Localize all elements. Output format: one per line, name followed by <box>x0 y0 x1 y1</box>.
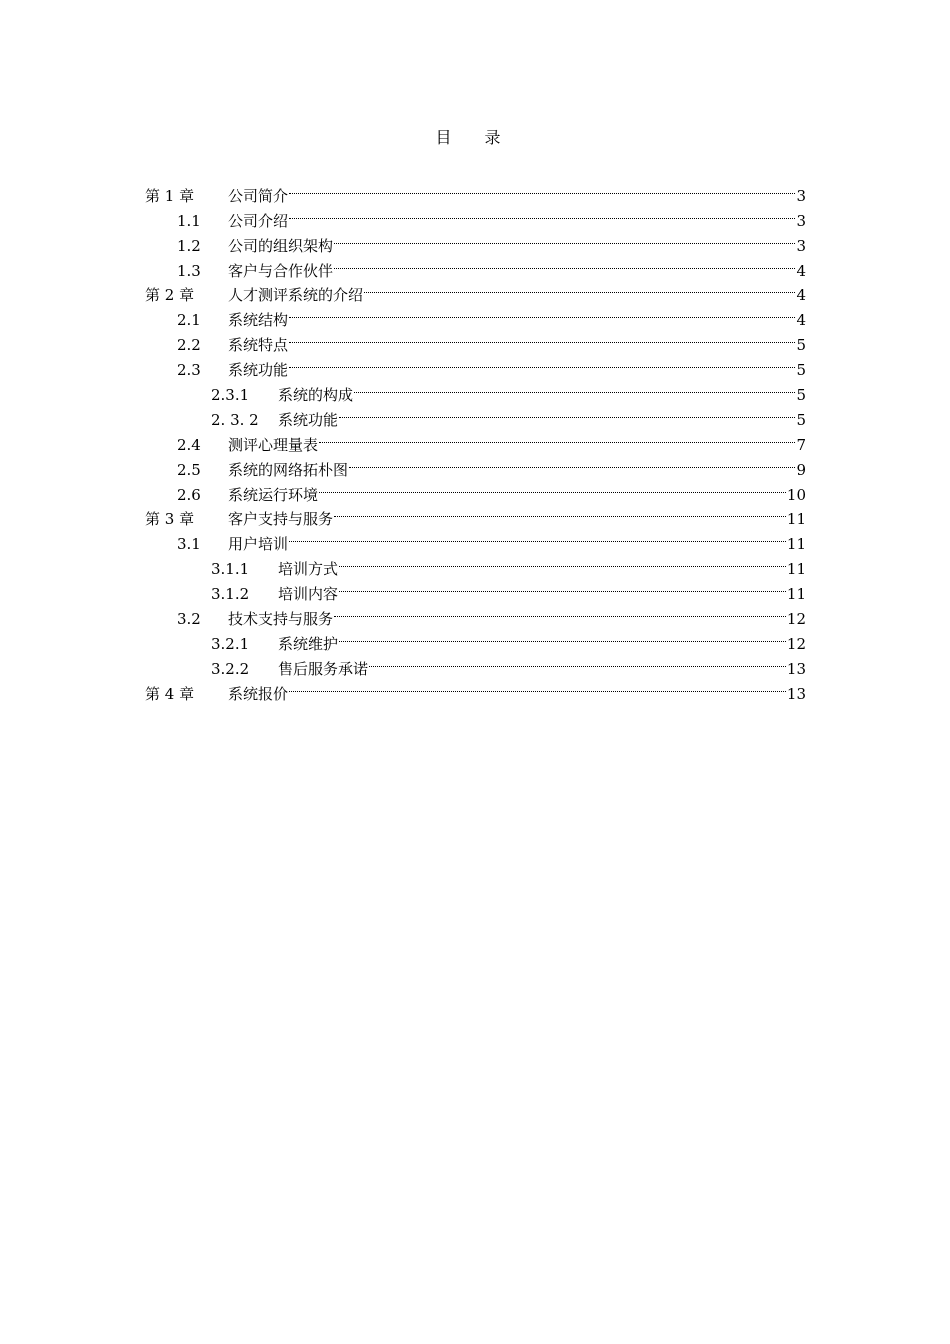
toc-entry-page-number: 11 <box>786 560 806 579</box>
toc-entry-page-number: 10 <box>786 485 806 504</box>
toc-entry-page-number: 12 <box>786 634 806 653</box>
toc-entry-page-number: 3 <box>796 211 806 230</box>
toc-entry-page-number: 5 <box>796 361 806 380</box>
toc-entry-label: 用户培训 <box>228 535 289 554</box>
toc-entry-number: 2.4 <box>177 435 201 454</box>
toc-dot-leader <box>334 500 786 525</box>
toc-entry-label: 系统运行环境 <box>228 485 319 504</box>
toc-entry-number: 1.3 <box>177 261 201 280</box>
toc-entry-label: 公司简介 <box>228 186 289 205</box>
toc-entry-number: 第 1 章 <box>145 186 195 205</box>
toc-entry-number: 3.2.1 <box>211 634 250 653</box>
toc-entry-label: 系统维护 <box>278 634 339 653</box>
toc-entry-page-number: 4 <box>796 286 806 305</box>
toc-entry-number: 1.1 <box>177 211 201 230</box>
toc-entry-number: 1.2 <box>177 236 201 255</box>
toc-dot-leader <box>334 251 795 276</box>
toc-entry-number: 2.2 <box>177 336 201 355</box>
toc-dot-leader <box>364 276 795 301</box>
toc-entry-page-number: 11 <box>786 585 806 604</box>
toc-entry-label: 系统功能 <box>228 361 289 380</box>
toc-entry-label: 客户支持与服务 <box>228 510 334 529</box>
toc-dot-leader <box>334 599 786 624</box>
toc-entry-label: 人才测评系统的介绍 <box>228 286 364 305</box>
toc-entry[interactable] <box>145 176 806 205</box>
toc-dot-leader <box>289 674 786 699</box>
toc-entry-page-number: 4 <box>796 261 806 280</box>
toc-entry-page-number: 13 <box>786 684 806 703</box>
toc-entry-label: 系统报价 <box>228 684 289 703</box>
toc-dot-leader <box>339 574 786 599</box>
toc-entry-number: 2.3 <box>177 361 201 380</box>
toc-entry-number: 第 3 章 <box>145 510 195 529</box>
toc-entry-page-number: 9 <box>796 460 806 479</box>
toc-entry-label: 培训内容 <box>278 585 339 604</box>
toc-entry-label: 客户与合作伙伴 <box>228 261 334 280</box>
toc-entry-page-number: 3 <box>796 186 806 205</box>
toc-entry-label: 售后服务承诺 <box>278 659 369 678</box>
toc-entry-page-number: 3 <box>796 236 806 255</box>
toc-entry-number: 3.1.2 <box>211 585 250 604</box>
toc-entry-label: 系统特点 <box>228 336 289 355</box>
toc-entry-page-number: 5 <box>796 410 806 429</box>
toc-entry-number: 2.1 <box>177 311 201 330</box>
toc-entry-number: 3.2.2 <box>211 659 250 678</box>
toc-entry-label: 公司的组织架构 <box>228 236 334 255</box>
toc-entry-page-number: 13 <box>786 659 806 678</box>
toc-dot-leader <box>289 201 795 226</box>
toc-entry-label: 测评心理量表 <box>228 435 319 454</box>
toc-entry-number: 3.1 <box>177 535 201 554</box>
toc-dot-leader <box>289 300 795 325</box>
toc-entry-number: 3.1.1 <box>211 560 250 579</box>
toc-dot-leader <box>289 350 795 375</box>
toc-entry-page-number: 11 <box>786 510 806 529</box>
toc-entry-page-number: 12 <box>786 610 806 629</box>
toc-entry-label: 系统功能 <box>278 410 339 429</box>
toc-dot-leader <box>334 226 795 251</box>
toc-dot-leader <box>354 375 795 400</box>
toc-dot-leader <box>319 425 795 450</box>
toc-dot-leader <box>289 524 786 549</box>
toc-entry-page-number: 5 <box>796 336 806 355</box>
toc-entry-label: 系统的网络拓朴图 <box>228 460 349 479</box>
toc-entry-number: 2.5 <box>177 460 201 479</box>
toc-dot-leader <box>339 549 786 574</box>
toc-dot-leader <box>289 176 795 201</box>
toc-entry-number: 第 4 章 <box>145 684 195 703</box>
toc-dot-leader <box>339 400 795 425</box>
toc-entry-number: 2.3.1 <box>211 386 250 405</box>
toc-entry-page-number: 7 <box>796 435 806 454</box>
toc-entry-page-number: 11 <box>786 535 806 554</box>
toc-dot-leader <box>369 649 786 674</box>
toc-dot-leader <box>339 624 786 649</box>
toc-entry-label: 系统结构 <box>228 311 289 330</box>
toc-entry-label: 系统的构成 <box>278 386 354 405</box>
toc-title: 目 录 <box>435 128 515 147</box>
toc-entry-number: 3.2 <box>177 610 201 629</box>
toc-entry-number: 第 2 章 <box>145 286 195 305</box>
toc-entry-number: 2.6 <box>177 485 201 504</box>
toc-dot-leader <box>319 475 786 500</box>
table-of-contents <box>145 176 806 703</box>
toc-entry-label: 培训方式 <box>278 560 339 579</box>
toc-entry-label: 技术支持与服务 <box>228 610 334 629</box>
toc-entry-page-number: 5 <box>796 386 806 405</box>
toc-entry-page-number: 4 <box>796 311 806 330</box>
toc-entry-number: 2. 3. 2 <box>211 410 259 429</box>
toc-dot-leader <box>349 450 795 475</box>
toc-entry-label: 公司介绍 <box>228 211 289 230</box>
toc-dot-leader <box>289 325 795 350</box>
